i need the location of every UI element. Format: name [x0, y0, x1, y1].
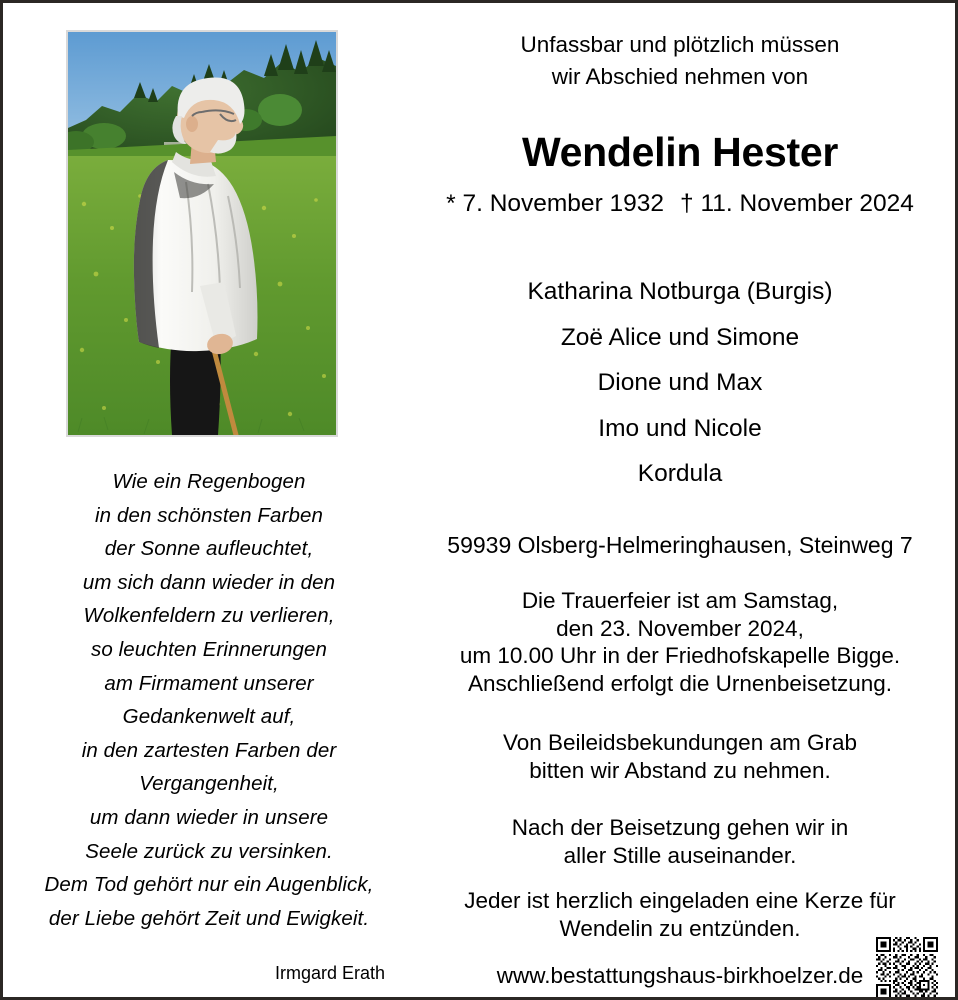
portrait-photo: [68, 32, 336, 435]
condolence-line: Von Beileidsbekundungen am Grab: [502, 730, 857, 755]
right-column: [415, 3, 955, 997]
ceremony-details: [415, 587, 945, 697]
birth-date: 7. November 1932: [462, 190, 665, 217]
qr-code-icon[interactable]: [870, 937, 944, 999]
after-burial-line: Nach der Beisetzung gehen wir in: [511, 815, 849, 840]
website-url[interactable]: www.bestattungshaus-birkhoelzer.de: [496, 963, 864, 988]
family-name: Imo und Nicole: [598, 414, 762, 442]
candle-line: Wendelin zu entzünden.: [559, 916, 801, 941]
poem-line: Gedankenwelt auf,: [122, 705, 296, 729]
candle-invitation: [415, 887, 945, 943]
intro-line: wir Abschied nehmen von: [551, 64, 809, 89]
poem-line: Vergangenheit,: [139, 772, 279, 796]
portrait-photo-frame: [66, 30, 338, 437]
qr-code-image: [870, 937, 944, 999]
ceremony-line: Anschließend erfolgt die Urnenbeisetzung.: [467, 670, 892, 696]
poem-line: Wie ein Regenbogen: [112, 470, 306, 493]
deceased-name: Wendelin Hester: [522, 129, 838, 175]
life-dates: [415, 189, 945, 219]
poem-line: Seele zurück zu versinken.: [85, 839, 333, 863]
birth-symbol: *: [446, 190, 456, 217]
poem-author: Irmgard Erath: [274, 963, 385, 983]
poem-line: um dann wieder in unsere: [89, 805, 329, 829]
ceremony-line: Die Trauerfeier ist am Samstag,: [521, 588, 839, 613]
poem-line: in den zartesten Farben der: [81, 738, 337, 762]
poem: [13, 465, 405, 935]
after-burial-line: aller Stille auseinander.: [563, 843, 797, 868]
poem-line: der Liebe gehört Zeit und Ewigkeit.: [48, 906, 370, 930]
notice-columns: [3, 3, 955, 997]
condolence-line: bitten wir Abstand zu nehmen.: [529, 758, 831, 783]
portrait-photo-image: [68, 32, 336, 435]
poem-line: Dem Tod gehört nur ein Augenblick,: [44, 873, 374, 897]
death-symbol: †: [680, 190, 694, 217]
left-column: [3, 3, 415, 997]
family-name: Zoë Alice und Simone: [560, 323, 800, 351]
poem-line: in den schönsten Farben: [95, 503, 323, 527]
condolence-request: [415, 729, 945, 785]
intro-line: Unfassbar und plötzlich müssen: [520, 32, 840, 57]
ceremony-line: um 10.00 Uhr in der Friedhofskapelle Bigge.: [459, 643, 901, 668]
poem-line: um sich dann wieder in den: [82, 570, 336, 594]
poem-line: der Sonne aufleuchtet,: [104, 537, 314, 561]
family-name: Kordula: [637, 460, 723, 487]
family-names: [415, 269, 945, 497]
family-name: Dione und Max: [597, 369, 763, 396]
poem-line: so leuchten Erinnerungen: [90, 637, 328, 661]
address: 59939 Olsberg-Helmeringhausen, Steinweg 7: [447, 532, 913, 558]
ceremony-line: den 23. November 2024,: [556, 615, 804, 641]
poem-line: Wolkenfeldern zu verlieren,: [83, 604, 335, 628]
candle-line: Jeder ist herzlich eingeladen eine Kerze für: [464, 888, 896, 913]
family-name: Katharina Notburga (Burgis): [527, 278, 833, 305]
after-burial-note: [415, 814, 945, 870]
poem-line: am Firmament unserer: [104, 671, 314, 695]
death-date: 11. November 2024: [700, 190, 914, 217]
intro-text: [415, 29, 945, 93]
